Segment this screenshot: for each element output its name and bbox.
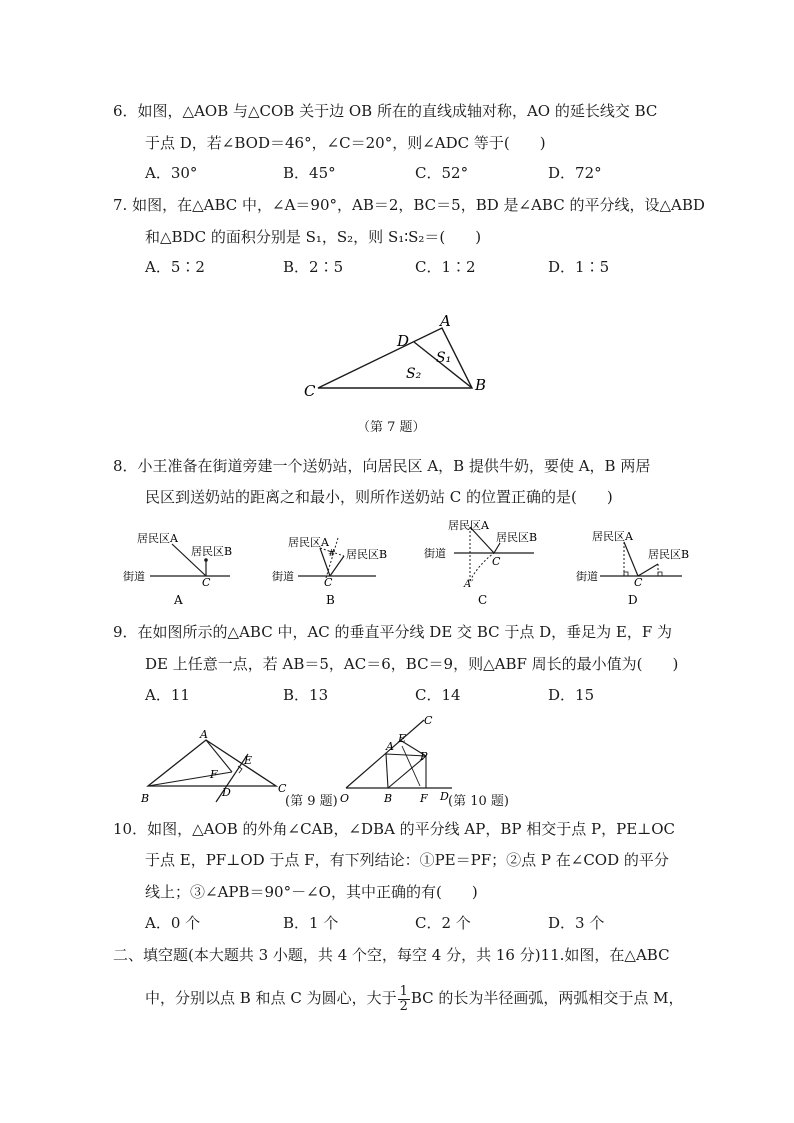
q6-line1: 6．如图，△AOB 与△COB 关于边 OB 所在的直线成轴对称，AO 的延长线交 BC <box>113 102 658 120</box>
q9-label-b: B <box>141 792 150 805</box>
q6-option-a: A．30° <box>145 164 198 182</box>
q7-label-s2: S₂ <box>406 366 422 382</box>
q9-label-c: C <box>278 782 287 795</box>
q8d-street: 街道 <box>576 570 598 583</box>
q8-figure-b <box>268 520 398 610</box>
q10-label-f: F <box>420 792 428 805</box>
q9-line2: DE 上任意一点，若 AB＝5，AC＝6，BC＝9，则△ABF 周长的最小值为( ) <box>145 655 679 673</box>
q10-label-a: A <box>386 740 394 753</box>
q9-label-f: F <box>210 768 218 781</box>
q10-option-c: C．2 个 <box>415 914 471 932</box>
q9-option-c: C．14 <box>415 686 461 704</box>
q10-caption: (第 10 题) <box>448 794 509 809</box>
q7-label-d: D <box>397 332 410 350</box>
q10-option-d: D．3 个 <box>548 914 605 932</box>
q10-label-c: C <box>424 714 433 727</box>
q7-label-a: A <box>440 312 451 330</box>
q6-option-d: D．72° <box>548 164 602 182</box>
fraction-numerator: 1 <box>399 983 408 999</box>
q6-option-c: C．52° <box>415 164 469 182</box>
q9-caption: (第 9 题) <box>285 794 338 809</box>
q9-label-a: A <box>200 728 208 741</box>
q9-line1: 9．在如图所示的△ABC 中，AC 的垂直平分线 DE 交 BC 于点 D，垂足为 E，F 为 <box>113 623 673 641</box>
q8c-res-a: 居民区A <box>448 519 489 532</box>
q8-option-c: C <box>478 593 488 607</box>
q10-figure <box>340 712 455 808</box>
q7-label-c: C <box>304 382 316 400</box>
q7-option-d: D．1∶5 <box>548 258 610 276</box>
q7-option-c: C．1∶2 <box>415 258 476 276</box>
q8c-c: C <box>492 555 501 568</box>
q8-option-d: D <box>628 593 638 607</box>
q8d-res-b: 居民区B <box>648 548 690 561</box>
q9-option-d: D．15 <box>548 686 595 704</box>
q9-option-b: B．13 <box>283 686 329 704</box>
q10-label-e: E <box>398 732 407 745</box>
section2-line2-pre: 中，分别以点 B 和点 C 为圆心，大于 <box>145 989 397 1007</box>
q7-label-b: B <box>475 376 487 394</box>
q7-label-s1: S₁ <box>436 350 452 366</box>
q8-line1: 8．小王准备在街道旁建一个送奶站，向居民区 A，B 提供牛奶，要使 A，B 两居 <box>113 457 651 475</box>
q8b-res-a: 居民区A <box>288 536 329 549</box>
q8a-street: 街道 <box>123 570 145 583</box>
q8d-c: C <box>634 576 643 589</box>
q8b-tick: # <box>328 549 336 559</box>
q10-option-b: B．1 个 <box>283 914 339 932</box>
q9-label-e: E <box>244 754 253 767</box>
q10-line2: 于点 E，PF⊥OD 于点 F，有下列结论：①PE＝PF；②点 P 在∠COD 的平分 <box>145 851 669 869</box>
q10-label-d: D <box>440 790 449 803</box>
q7-option-b: B．2∶5 <box>283 258 344 276</box>
q8c-a-prime: A′ <box>464 579 474 590</box>
q9-label-d: D <box>222 786 231 799</box>
q8-figure-c <box>420 515 550 610</box>
q10-line3: 线上；③∠APB＝90°－∠O，其中正确的有( ) <box>145 883 478 901</box>
q9-figure <box>138 726 298 806</box>
q10-option-a: A．0 个 <box>145 914 201 932</box>
q9-option-a: A．11 <box>145 686 190 704</box>
q10-line1: 10．如图，△AOB 的外角∠CAB，∠DBA 的平分线 AP，BP 相交于点 P，PE⊥OC <box>113 820 676 838</box>
q8a-res-b: 居民区B <box>191 545 233 558</box>
fraction-denominator: 2 <box>399 998 408 1014</box>
section2-line1: 二、填空题(本大题共 3 小题，共 4 个空，每空 4 分，共 16 分)11.如图，在△ABC <box>113 946 670 964</box>
q7-option-a: A．5∶2 <box>145 258 205 276</box>
q8-option-a: A <box>174 593 183 607</box>
q10-label-p: P <box>420 750 428 763</box>
q8b-res-b: 居民区B <box>346 548 388 561</box>
q8a-res-a: 居民区A <box>137 532 178 545</box>
q8-line2: 民区到送奶站的距离之和最小，则所作送奶站 C 的位置正确的是( ) <box>145 488 613 506</box>
q7-line1: 7. 如图，在△ABC 中，∠A＝90°，AB＝2，BC＝5，BD 是∠ABC 的平分线，设△ABD <box>113 196 705 214</box>
q10-label-b: B <box>384 792 393 805</box>
fraction-half <box>398 985 410 1014</box>
q8b-c: C <box>324 576 333 589</box>
q8b-street: 街道 <box>272 570 294 583</box>
q8-option-b: B <box>326 593 335 607</box>
section2-line2-post: BC 的长为半径画弧，两弧相交于点 M， <box>410 989 684 1007</box>
q7-figure <box>300 310 500 400</box>
q8-figure-a <box>120 520 260 610</box>
q6-line2: 于点 D，若∠BOD＝46°，∠C＝20°，则∠ADC 等于( ) <box>145 134 546 152</box>
section2-line2 <box>145 982 684 1014</box>
q7-line2: 和△BDC 的面积分别是 S₁，S₂，则 S₁∶S₂＝( ) <box>145 228 482 246</box>
q8c-res-b: 居民区B <box>496 531 538 544</box>
q6-option-b: B．45° <box>283 164 336 182</box>
q8a-c: C <box>202 576 211 589</box>
q7-caption: （第 7 题） <box>357 420 426 435</box>
q10-label-o: O <box>340 792 350 805</box>
q8d-res-a: 居民区A <box>592 530 633 543</box>
q8-figure-d <box>570 520 710 610</box>
q8c-street: 街道 <box>424 547 446 560</box>
